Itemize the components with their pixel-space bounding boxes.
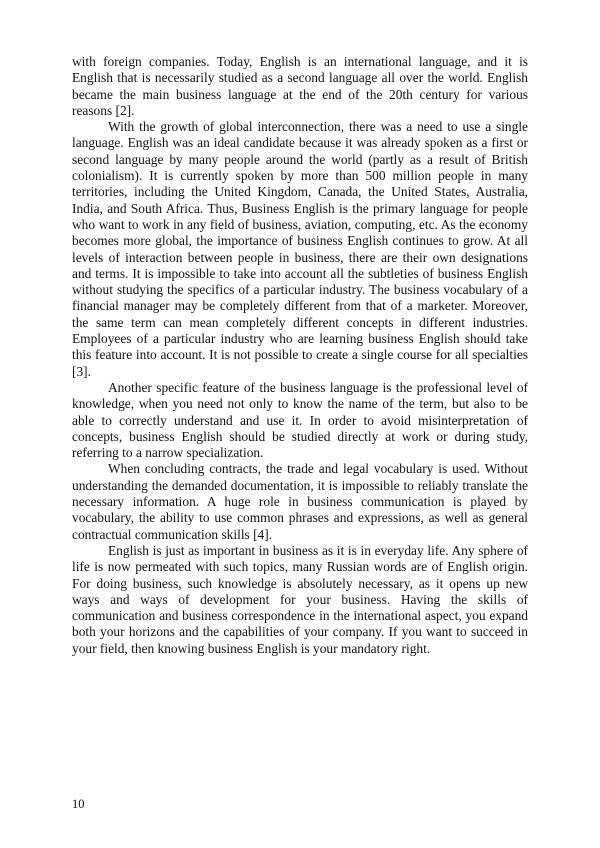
paragraph-global-interconnection: With the growth of global interconnection, there was a need to use a single language. English was an ideal candidate because it was already spoken as a first or second language by many people around the world (partly as a result of British colonialism). It is currently spoken by more than 500 million people in many territories, including the United Kingdom, Canada, the United States, Australia, India, and South Africa. Thus, Business English is the primary language for people who want to work in any field of business, aviation, computing, etc. As the economy becomes more global, the importance of business English continues to grow. At all levels of interaction between people in business, there are their own designations and terms. It is impossible to take into account all the subtleties of business English without studying the specifics of a particular industry. The business vocabulary of a financial manager may be completely different from that of a marketer. Moreover, the same term can mean completely different concepts in different industries. Employees of a particular industry who are learning business English should take this feature into account. It is not possible to create a single course for all specialties [3]. [72,119,528,379]
paragraph-professional-level: Another specific feature of the business language is the professional level of knowledge, when you need not only to know the name of the term, but also to be able to correctly understand and use it. In order to avoid misinterpretation of concepts, business English should be studied directly at work or during study, referring to a narrow specialization. [72,379,528,461]
body-text [72,54,528,657]
paragraph-contracts: When concluding contracts, the trade and legal vocabulary is used. Without understanding the demanded documentation, it is impossible to reliably translate the necessary information. A huge role in business communication is played by vocabulary, the ability to use common phrases and expressions, as well as general contractual communication skills [4]. [72,461,528,542]
paragraph-everyday-life: English is just as important in business as it is in everyday life. Any sphere of life is now permeated with such topics, many Russian words are of English origin. For doing business, such knowledge is absolutely necessary, as it opens up new ways and ways of development for your business. Having the skills of communication and business correspondence in the international aspect, you expand both your horizons and the capabilities of your company. If you want to succeed in your field, then knowing business English is your mandatory right. [72,542,528,656]
paragraph-continuation: with foreign companies. Today, English is an international language, and it is English that is necessarily studied as a second language all over the world. English became the main business language at the end of the 20th century for various reasons [2]. [72,54,528,118]
page-number: 10 [72,797,85,811]
